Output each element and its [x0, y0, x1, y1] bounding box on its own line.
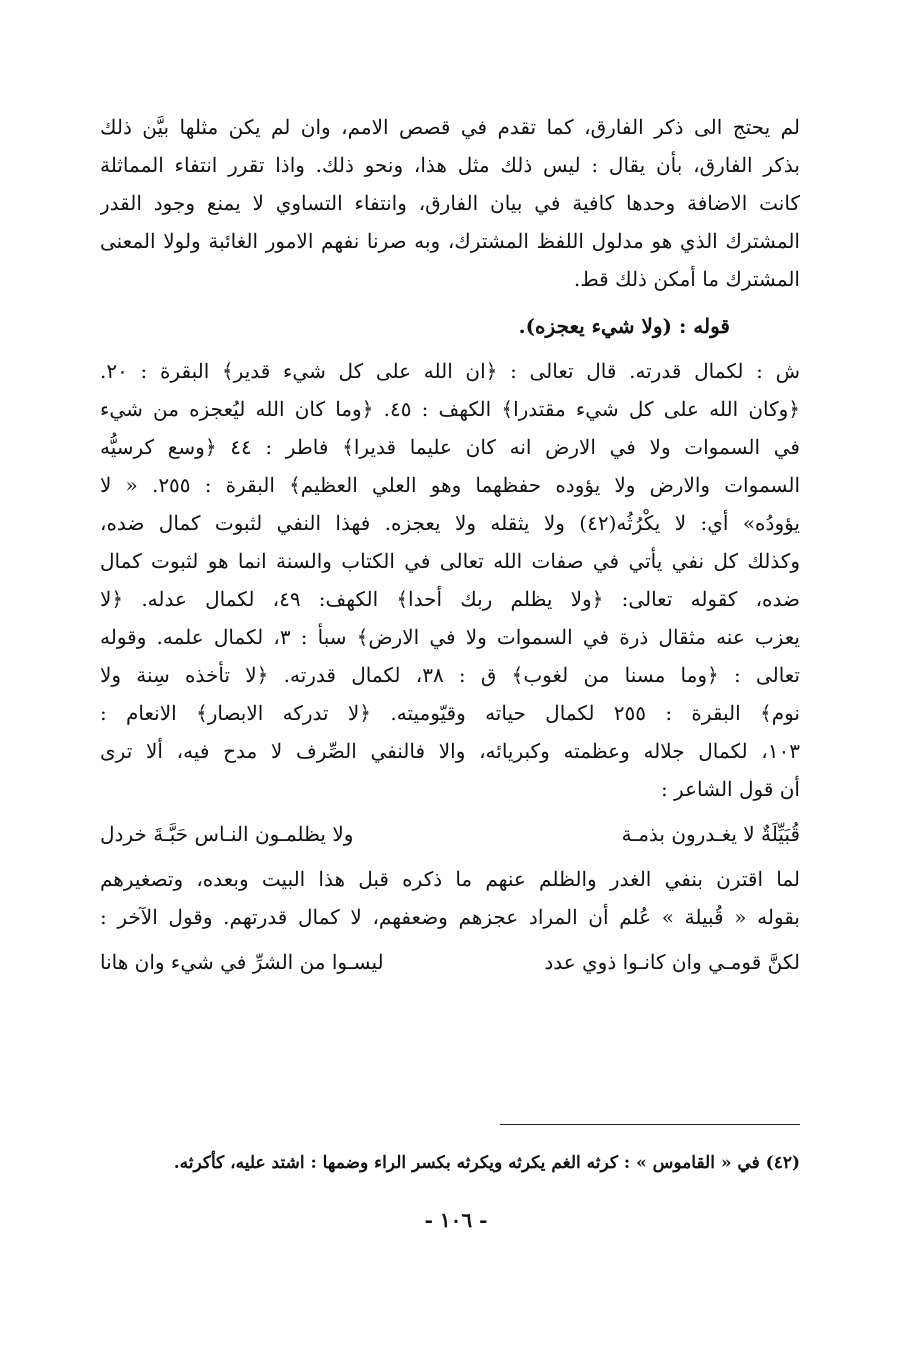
poem-verse-1 [100, 814, 800, 854]
text-line: ١٠٣، لكمال جلاله وعظمته وكبريائه، والا فالنفي الصِّرف لا مدح فيه، ألا ترى [100, 739, 800, 763]
text-line: في السموات ولا في الارض انه كان عليما قديرا﴾ فاطر : ٤٤ ﴿وسع كرسيُّه [100, 435, 800, 459]
text-line: بقوله « قُبيلة » عُلم أن المراد عجزهم وضعفهم، لا كمال قدرتهم. وقول الآخر : [100, 905, 800, 929]
paragraph-2 [100, 352, 800, 808]
footnote-divider [500, 1124, 800, 1125]
text-line: بذكر الفارق، بأن يقال : ليس ذلك مثل هذا، ونحو ذلك. واذا تقرر انتفاء المماثلة [100, 153, 800, 177]
poem-verse-2 [100, 942, 800, 982]
paragraph-3 [100, 860, 800, 936]
text-line: تعالى : ﴿وما مسنا من لغوب﴾ ق : ٣٨، لكمال قدرته. ﴿لا تأخذه سِنة ولا [100, 663, 800, 687]
text-line: المشترك ما أمكن ذلك قط. [573, 267, 800, 291]
section-heading: قوله : (ولا شيء يعجزه). [518, 314, 730, 338]
verse-first-hemistich: قُبَيِّلَةٌ لا يغـدرون بذمـة [621, 822, 800, 846]
verse-first-hemistich: لكنَّ قومـي وان كانـوا ذوي عدد [544, 950, 800, 974]
text-line: المشترك الذي هو مدلول اللفظ المشترك، وبه صرنا نفهم الامور الغائبة ولولا المعنى [100, 229, 800, 253]
text-line: أن قول الشاعر : [660, 777, 800, 801]
text-line: لما اقترن بنفي الغدر والظلم عنهم ما ذكره قبل هذا البيت وبعده، وتصغيرهم [100, 867, 800, 891]
text-line: نوم﴾ البقرة : ٢٥٥ لكمال حياته وقيّوميته. ﴿لا تدركه الابصار﴾ الانعام : [100, 701, 800, 725]
text-line: ﴿وكان الله على كل شيء مقتدرا﴾ الكهف : ٤٥. ﴿وما كان الله ليُعجزه من شيء [100, 397, 800, 421]
text-line: السموات والارض ولا يؤوده حفظهما وهو العلي العظيم﴾ البقرة : ٢٥٥. « لا [100, 473, 800, 497]
text-line: لم يحتج الى ذكر الفارق، كما تقدم في قصص الامم، وان لم يكن مثلها بيَّن ذلك [100, 115, 800, 139]
text-line: ش : لكمال قدرته. قال تعالى : ﴿ان الله على كل شيء قدير﴾ البقرة : ٢٠. [100, 359, 800, 383]
text-line: يعزب عنه مثقال ذرة في السموات ولا في الارض﴾ سبأ : ٣، لكمال علمه. وقوله [100, 625, 800, 649]
paragraph-1 [100, 108, 800, 298]
text-line: ضده، كقوله تعالى: ﴿ولا يظلم ربك أحدا﴾ الكهف: ٤٩، لكمال عدله. ﴿لا [100, 587, 800, 611]
verse-second-hemistich: ولا يظلمـون النـاس حَبَّـةَ خردل [100, 822, 354, 846]
text-line: وكذلك كل نفي يأتي في صفات الله تعالى في الكتاب والسنة انما هو لثبوت كمال [100, 549, 800, 573]
text-line: كانت الاضافة وحدها كافية في بيان الفارق، وانتفاء التساوي لا يمنع وجود القدر [100, 191, 800, 215]
verse-second-hemistich: ليسـوا من الشرِّ في شيء وان هانا [100, 950, 384, 974]
page-number: - ١٠٦ - [424, 1208, 488, 1232]
text-line: يؤودُه» أي: لا يكْرُثُه(٤٢) ولا يثقله ولا يعجزه. فهذا النفي لثبوت كمال ضده، [100, 511, 800, 535]
main-text [100, 108, 800, 988]
footnote: (٤٢) في « القاموس » : كرثه الغم يكرثه ويكرثه بكسر الراء وضمها : اشتد عليه، كأكرثه. [173, 1153, 800, 1173]
